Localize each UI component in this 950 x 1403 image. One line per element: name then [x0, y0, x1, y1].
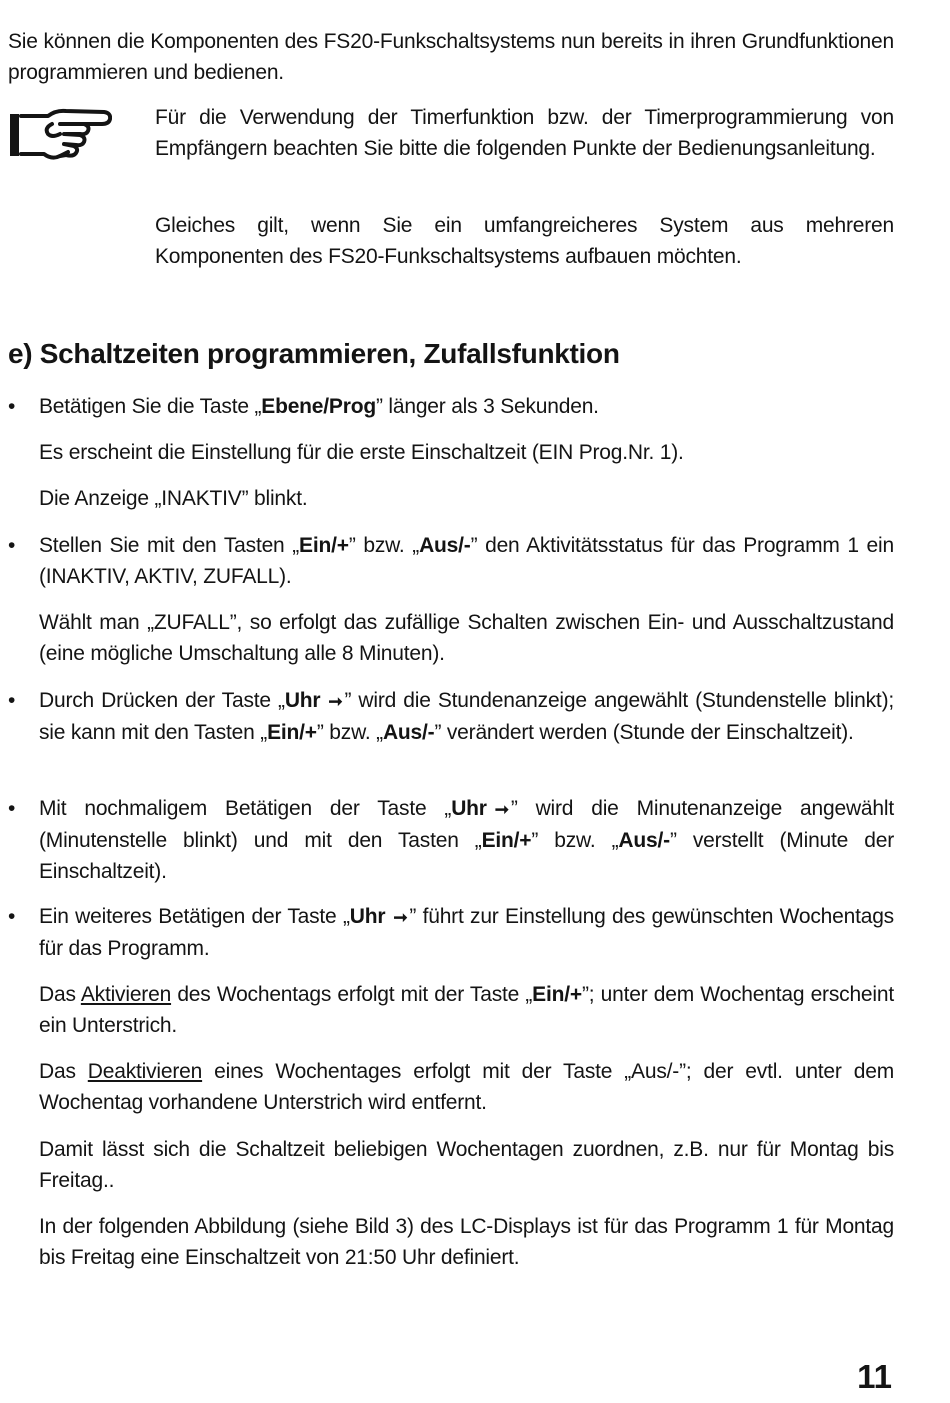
bullet-marker: • — [8, 797, 16, 820]
key-aus: Aus/- — [382, 721, 435, 744]
note-paragraph-system: Gleiches gilt, wenn Sie ein umfangreicheres System aus mehreren Komponenten des FS20-Funkschaltsystems aufbauen möchten. — [155, 214, 894, 268]
page-number: 11 — [857, 1358, 892, 1395]
step-figure-reference: In der folgenden Abbildung (siehe Bild 3) des LC-Displays ist für das Programm 1 für Montag bis Freitag eine Einschaltzeit von 21:50 Uhr definiert. — [39, 1215, 894, 1269]
key-ein: Ein/+ — [299, 534, 349, 557]
step-set-activity-status: Stellen Sie mit den Tasten „Ein/+” bzw. „Aus/-” den Aktivitätsstatus für das Programm 1 ein (INAKTIV, AKTIV, ZUFALL). — [39, 534, 894, 588]
arrow-right-icon: ➞ — [393, 908, 408, 927]
step-hour-selection: Durch Drücken der Taste „Uhr ➞” wird die Stundenanzeige angewählt (Stundenstelle blinkt); sie kann mit den Tasten „Ein/+” bzw. „Aus/-” verändert werden (Stunde der Einschaltzeit). — [39, 685, 894, 748]
key-uhr: Uhr — [284, 689, 321, 712]
bullet-marker: • — [8, 689, 16, 712]
step-weekday-setting: Ein weiteres Betätigen der Taste „Uhr ➞” führt zur Einstellung des gewünschten Wochentags für das Programm. — [39, 901, 894, 964]
key-ein: Ein/+ — [267, 721, 317, 744]
step-deactivate-weekday: Das Deaktivieren eines Wochentages erfolgt mit der Taste „Aus/-”; der evtl. unter dem Wochentag vorhandene Unterstrich wird entfernt. — [39, 1060, 894, 1114]
key-ein: Ein/+ — [532, 983, 582, 1006]
key-uhr: Uhr — [349, 905, 386, 928]
bullet-marker: • — [8, 905, 16, 928]
key-ein: Ein/+ — [481, 829, 532, 852]
step-minute-selection: Mit nochmaligem Betätigen der Taste „Uhr ➞” wird die Minutenanzeige angewählt (Minutenstelle blinkt) und mit den Tasten „Ein/+” bzw. „Aus/-” verstellt (Minute der Einschaltzeit). — [39, 793, 894, 887]
key-uhr: Uhr — [451, 797, 487, 820]
key-aus: Aus/- — [618, 829, 670, 852]
arrow-right-icon: ➞ — [328, 692, 343, 711]
step-activate-weekday: Das Aktivieren des Wochentags erfolgt mit der Taste „Ein/+”; unter dem Wochentag erscheint ein Unterstrich. — [39, 983, 894, 1037]
bullet-marker: • — [8, 534, 16, 557]
step-inaktiv-blinks: Die Anzeige „INAKTIV” blinkt. — [39, 487, 308, 510]
key-aus: Aus/- — [419, 534, 471, 557]
step-random-explanation: Wählt man „ZUFALL”, so erfolgt das zufällige Schalten zwischen Ein- und Ausschaltzustand (eine mögliche Umschaltung alle 8 Minuten). — [39, 611, 894, 665]
bullet-marker: • — [8, 395, 16, 418]
step-first-on-time-info: Es erscheint die Einstellung für die erste Einschaltzeit (EIN Prog.Nr. 1). — [39, 441, 684, 464]
step-assign-weekdays: Damit lässt sich die Schaltzeit beliebigen Wochentagen zuordnen, z.B. nur für Montag bis Freitag.. — [39, 1138, 894, 1192]
key-ebene-prog: Ebene/Prog — [261, 395, 376, 418]
pointing-hand-icon — [8, 104, 112, 166]
step-press-ebene-prog: Betätigen Sie die Taste „Ebene/Prog” länger als 3 Sekunden. — [39, 395, 599, 418]
section-heading: e) Schaltzeiten programmieren, Zufallsfunktion — [8, 338, 620, 369]
note-paragraph-timer: Für die Verwendung der Timerfunktion bzw. der Timerprogrammierung von Empfängern beachten Sie bitte die folgenden Punkte der Bedienungsanleitung. — [155, 106, 894, 160]
intro-paragraph: Sie können die Komponenten des FS20-Funkschaltsystems nun bereits in ihren Grundfunktionen programmieren und bedienen. — [8, 30, 894, 84]
arrow-right-icon: ➞ — [494, 800, 509, 819]
